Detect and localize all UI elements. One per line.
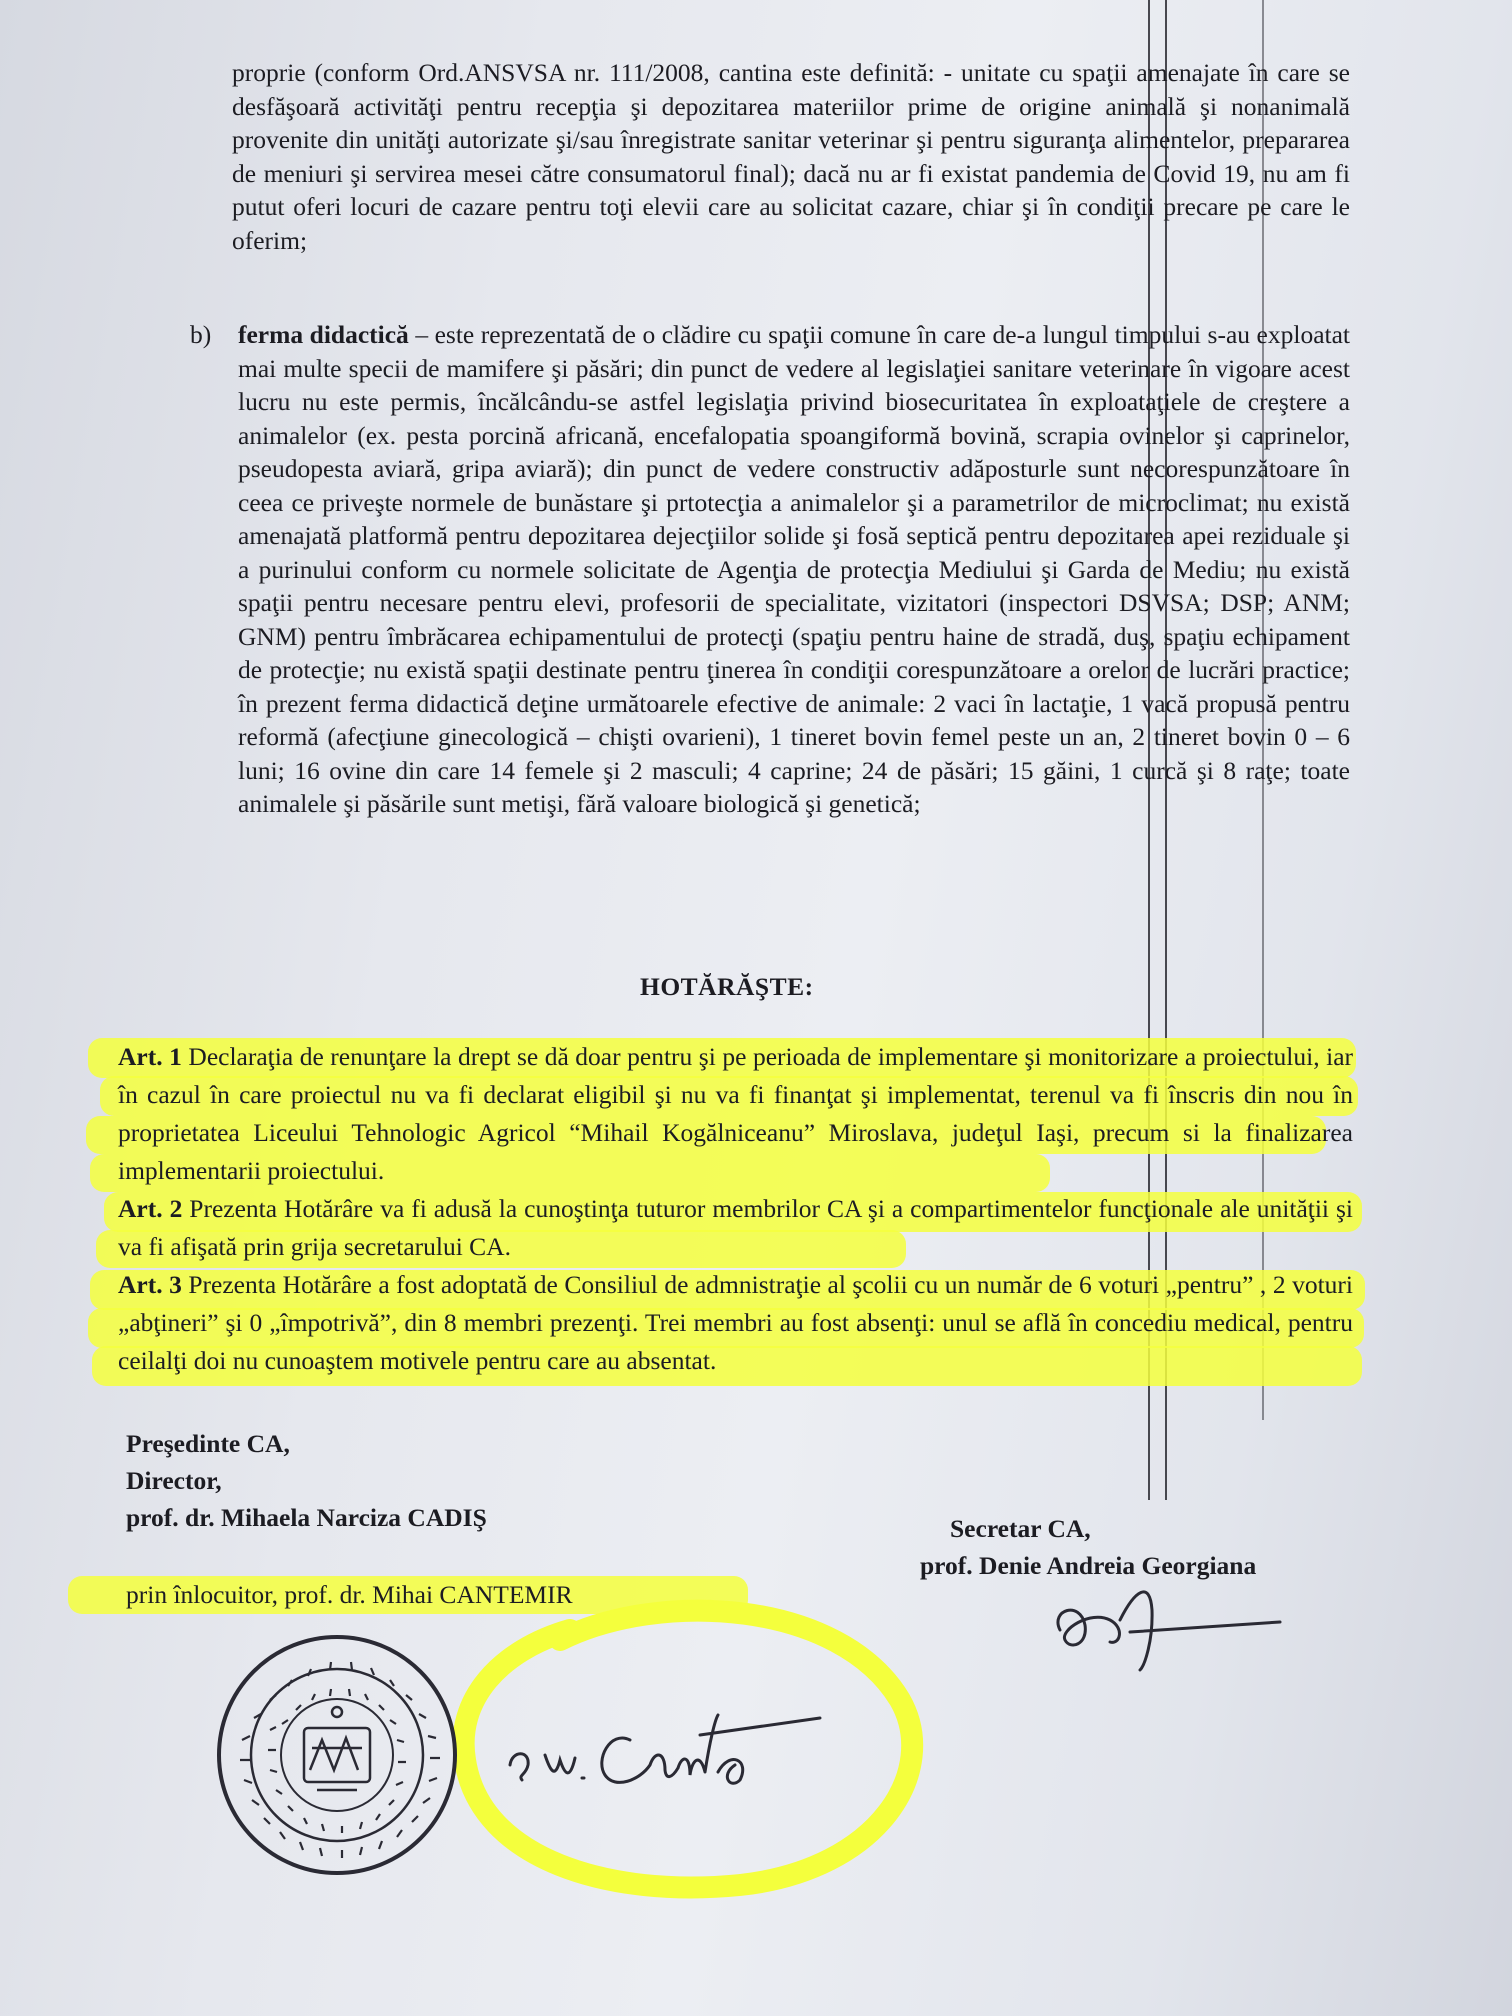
intro-paragraph: proprie (conform Ord.ANSVSA nr. 111/2008, cantina este definită: - unitate cu spaţii amenajate în care se desfăşoară activităţi pentru recepţia şi depozitarea materiilor prime de origine animală şi nonanimală provenite din unităţi autorizate şi/sau înregistrate sanitar veterinar şi pentru siguranţa alimentelor, prepararea de meniuri şi servirea mesei către consumatorul final); dacă nu ar fi existat pandemia de Covid 19, nu am fi putut oferi locuri de cazare pentru toţi elevii care au solicitat cazare, chiar şi în condiţii precare pe care le oferim; (232, 58, 1350, 255)
president-signature-block (126, 1425, 487, 1536)
director-signature (500, 1680, 830, 1800)
list-item-label: b) (190, 320, 212, 349)
article-2 (118, 1190, 1353, 1266)
article-label: Art. 2 (118, 1194, 183, 1223)
item-term: ferma didactică (238, 320, 409, 349)
official-stamp (212, 1630, 462, 1880)
president-title: Preşedinte CA, (126, 1429, 290, 1458)
secretary-name: prof. Denie Andreia Georgiana (920, 1551, 1257, 1580)
article-text: Prezenta Hotărâre a fost adoptată de Consiliul de admnistraţie al şcolii cu un număr de 6 voturi „pentru” , 2 voturi „abţineri” şi 0 „împotrivă”, din 8 membri prezenţi. Trei membri au fost absenţi: unul se află în concediu medical, pentru ceilalţi doi nu cunoaştem motivele pentru care au absentat. (118, 1270, 1353, 1375)
article-label: Art. 1 (118, 1042, 182, 1071)
article-1 (118, 1038, 1353, 1190)
item-text: – este reprezentată de o clădire cu spaţii comune în care de-a lungul timpului s-au exploatat mai multe specii de mamifere şi păsări; din punct de vedere al legislaţiei sanitare veterinare în vigoare acest lucru nu este permis, încălcându-se astfel legislaţia privind biosecuritatea în exploataţiele de creştere a animalelor (ex. pesta porcină africană, encefalopatia spoangiformă bovină, scrapia ovinelor şi caprinelor, pseudopesta aviară, gripa aviară); din punct de vedere constructiv adăposturle sunt necorespunzătoare în ceea ce priveşte normele de bunăstare şi prtotecţia a animalelor şi a parametrilor de microclimat; nu există amenajată platformă pentru depozitarea dejecţiilor solide şi fosă septică pentru depozitarea apei reziduale şi a purinului conform cu normele solicitate de Agenţia de protecţia Mediului şi Garda de Mediu; nu există spaţii pentru necesare pentru elevi, profesorii de specialitate, vizitatori (inspectori DSVSA; DSP; ANM; GNM) pentru îmbrăcarea echipamentului de protecţi (spaţiu pentru haine de stradă, duş, spaţiu echipament de protecţie; nu există spaţii destinate pentru ţinerea în condiţii corespunzătoare a orelor de lucrări practice; în prezent ferma didactică deţine următoarele efective de animale: 2 vaci în lactaţie, 1 vacă propusă pentru reformă (afecţiune ginecologică – chişti ovarieni), 1 tineret bovin femel peste un an, 2 tineret bovin 0 – 6 luni; 16 ovine din care 14 femele şi 2 masculi; 4 caprine; 24 de păsări; 15 găini, 1 curcă şi 8 raţe; toate animalele şi păsările sunt metişi, fără valoare biologică şi genetică; (238, 320, 1351, 818)
president-name: prof. dr. Mihaela Narciza CADIŞ (126, 1503, 487, 1532)
article-3 (118, 1266, 1353, 1380)
articles (118, 1038, 1353, 1380)
secretary-title: Secretar CA, (950, 1514, 1091, 1543)
secretary-signature (1040, 1570, 1300, 1680)
decision-heading: HOTĂRĂŞTE: (640, 972, 814, 1001)
director-title: Director, (126, 1466, 222, 1495)
article-label: Art. 3 (118, 1270, 182, 1299)
article-text: Prezenta Hotărâre va fi adusă la cunoştinţa tuturor membrilor CA şi a compartimentelor funcţionale ale unităţii şi va fi afişată prin grija secretarului CA. (118, 1194, 1353, 1261)
list-item-b (190, 318, 1350, 821)
replacement-line: prin înlocuitor, prof. dr. Mihai CANTEMIR (126, 1580, 573, 1609)
article-text: Declaraţia de renunţare la drept se dă doar pentru şi pe perioada de implementare şi monitorizare a proiectului, iar în cazul în care proiectul nu va fi declarat eligibil şi nu va fi finanţat şi implementat, terenul va fi înscris din nou în proprietatea Liceului Tehnologic Agricol “Mihail Kogălniceanu” Miroslava, judeţul Iaşi, precum si la finalizarea implementarii proiectului. (118, 1042, 1354, 1185)
